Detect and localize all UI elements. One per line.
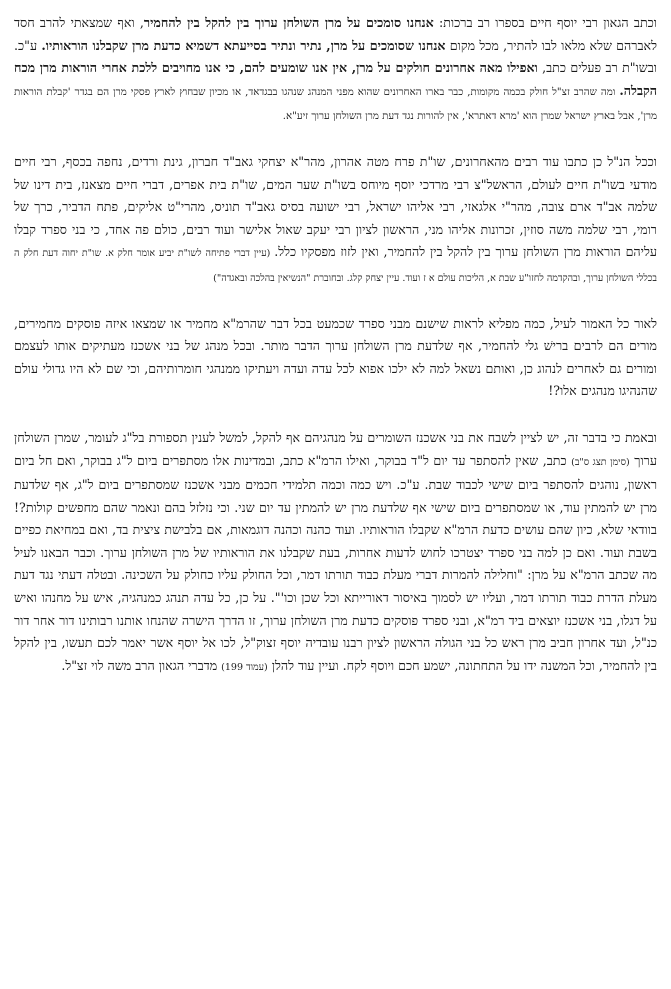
paragraph-acharonim-list xyxy=(14,151,657,291)
text-segment: , ואף שמצאתי להרב חסד לאברהם שלא מלאו לבו להתיר, מכל מקום xyxy=(14,15,657,53)
bold-text-segment: אנחנו שסומכים על מרן, נתיר ונתיר בסייעתא דשמיא כדעת מרן שקבלנו הוראותיו. xyxy=(41,37,446,53)
text-segment: לאור כל האמור לעיל, כמה מפליא לראות שישנם מבני ספרד שכמעט בכל דבר שהרמ"א מחמיר או שמצאו איזה פוסקים מחמירים, מורים הם לרבים ברישׁ גלי להחמיר, אף שלדעת מרן השולחן ערוך הדבר מותר. ובכל מנהג של בני אשכנז מעתיקים אותו לעצמם ומורים גם לאחרים לנהוג כן, ואותם נשאל למה לא ילכו אפוא לכל עדה ועדה ויעתיקו ממנהגי חומרותיהם, וכי שם לא היו גדולי עולם שהנהיגו מנהגים אלו?! xyxy=(14,315,657,399)
text-segment: כתב, שאין להסתפר עד יום ל"ד בבוקר, ואילו הרמ"א כתב, ובמדינות אלו מסתפרים ביום ל"ג בבוקר, ואם חל ביום ראשון, נוהגים להסתפר ביום שישי לכבוד שבת. ע"כ. ויש כמה וכמה תלמידי חכמים מבני אשכנז שמסתפרים ביום ל"ג, אף שלדעת מרן יש להמתין עוד, או שמסתפרים ביום שישי אף שלדעת מרן יש להמתין עד יום שני. וכי נזלזל בהם ונאמר שהם מחפשים קולות?! בוודאי שלא, כיון שהם עושים כדעת הרמ"א שקבלו הוראותיו. ועוד כהנה וכהנה דוגמאות, אם בלבישת ציצית בד, ואם במחיאת כפיים בשבת ועוד. ואם כן למה בני ספרד יצטרכו לחוש לדעות אחרות, בעת שקבלנו את הוראותיו של מרן השולחן ערוך. וכבר הבאנו לעיל מה שכתב הרמ"א על מרן: "וחלילה להמרות דברי מעלת כבוד תורתו דמר, וכל החולק עליו כחולק על השכינה. ובטלה דעתי נגד דעת מעלת הדרת כבוד תורתו דמר, ועליו יש לסמוך באיסור דאורייתא וכל שכן וכו'". על כן, כל עדה תנהג כמנהגיה, איש על מחנהו ואיש על דגלו, בני אשכנז יוצאים ביד רמ"א, ובני ספרד פוסקים כדעת מרן השולחן ערוך, זו הדרך הישרה שהנחו אותנו רבותינו דור אחר דור כנ"ל, ועד אחרון חביב מרן ראש כל בני הגולה הראשון לציון רבנו עובדיה יוסף זצוק"ל, לכו אל יוסף אשר יאמר לכם תעשו, בין להקל בין להחמיר, וכל המשנה ידו על התחתונה, ישמע חכם ויוסף לקח. ועיין עוד להלן xyxy=(14,452,657,673)
text-segment: (עיין דברי פתיחה לשו"ת יביע אומר חלק א. שו"ת יחוה דעת חלק ה בכללי השולחן ערוך, ובהקדמה לחזו"ע שבת א, הליכות עולם א ז ועוד. עיין יצחק קלג. ובחוברת "הנשיאין בהלכה ובאגדה") xyxy=(14,248,657,284)
bold-text-segment: אנחנו סומכים על מרן השולחן ערוך בין להקל בין להחמיר xyxy=(143,15,434,30)
text-segment: מדברי הגאון הרב משה לוי זצ"ל. xyxy=(61,657,222,673)
bold-text-segment: ואפילו מאה אחרונים חולקים על מרן, אין אנו שומעים להם, כי אנו מחויבים ללכת אחרי הוראות מרן מכח הקבלה. xyxy=(14,60,657,98)
paragraph-gap xyxy=(14,129,657,151)
paragraph-rav-brachot xyxy=(14,12,657,129)
text-segment: ע"כ. ובשו"ת רב פעלים כתב, xyxy=(14,37,658,76)
text-segment: ובאמת כי בדבר זה, יש לציין לשבח את בני אשכנז השומרים על מנהגיהם אף להקל, למשל לענין תספורת בל"ג לעומר, שמרן השולחן ערוך xyxy=(14,429,657,468)
paragraph-gap xyxy=(14,403,657,427)
paragraph-wonder xyxy=(14,313,657,403)
paragraph-ashkenaz-customs xyxy=(14,427,657,680)
text-segment: (עמוד 199) xyxy=(221,661,268,673)
text-segment: (סימן תצג ס"ב) xyxy=(571,456,630,468)
paragraph-gap xyxy=(14,291,657,313)
text-segment: וכתב הגאון רבי יוסף חיים בספרו רב ברכות: xyxy=(433,15,657,30)
text-segment: ומה שהרב זצ"ל חולק בכמה מקומות, כבר בארו האחרונים שהוא מפני המנהג שנהגו בבגדאד, או מכיון שבחוץ לארץ פסקי מרן הם בגדר 'קבלת הוראות מרן', אבל בארץ ישראל שמרן הוא 'מרא דאתרא', אין להורות נגד דעת מרן השולחן ערוך זיע"א. xyxy=(14,86,657,123)
text-segment: וככל הנ"ל כן כתבו עוד רבים מהאחרונים, שו"ת פרח מטה אהרון, מהר"א יצחקי גאב"ד חברון, גינת ורדים, נחפה בכסף, רבי חיים מודעי בשו"ת חיים לעולם, הראשל"צ רבי מרדכי יוסף מיוחס בשו"ת שער המים, שו"ת בית אפרים, דברי חיים מצאנז, בית דינו של שלמה אב"ד ארם צובה, מהר"י אלגאזי, רבי אליהו ישראל, רבי ישועה בסיס גאב"ד תוניס, מהרי"ט אליקים, פתח הדביר, כרך של רומי, רבי שלמה משה סוזין, זכרונות אליהו מני, הראשון לציון רבי יעקב שאול אלישר ועוד רבים, כולם פה אחד, כי בני ספרד קבלו עליהם הוראות מרן השולחן ערוך בין להקל בין להחמיר, ואין לזוז מפסקיו כלל. xyxy=(14,153,657,260)
